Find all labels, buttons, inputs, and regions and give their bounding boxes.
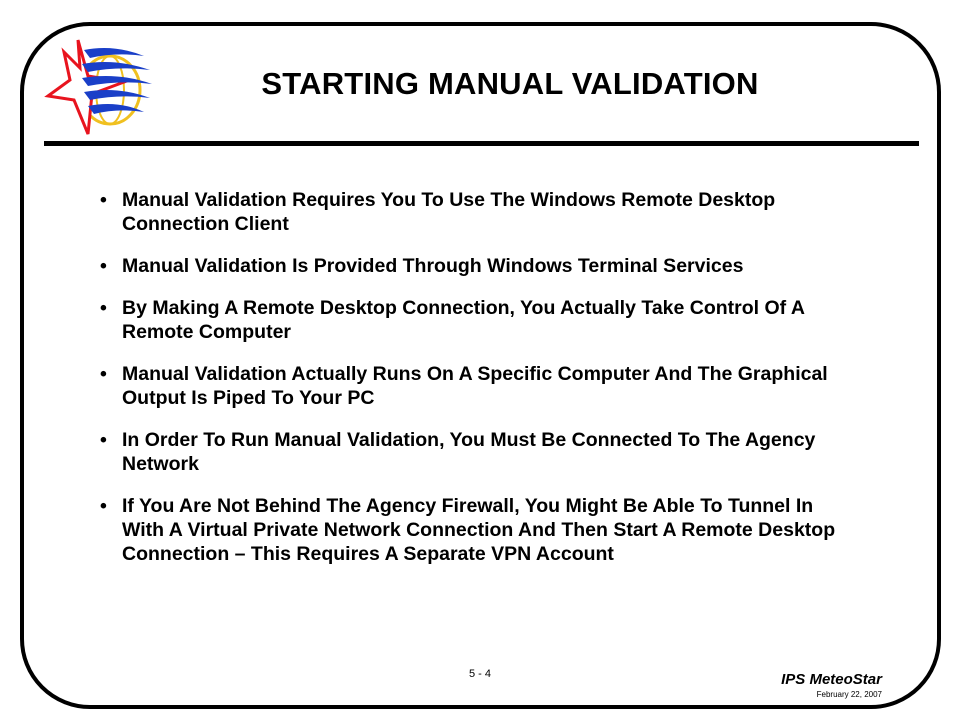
bullet-text: Manual Validation Actually Runs On A Specific Computer And The Graphical Output Is Piped To Your PC <box>122 363 828 409</box>
bullet-list <box>100 188 860 584</box>
bullet-marker: • <box>100 297 107 319</box>
bullet-item <box>100 494 860 566</box>
bullet-item <box>100 362 860 410</box>
slide-title: STARTING MANUAL VALIDATION <box>261 66 759 101</box>
bullet-marker: • <box>100 363 107 385</box>
bullet-marker: • <box>100 495 107 517</box>
page-number: 5 - 4 <box>468 668 491 680</box>
meteostar-logo-icon <box>44 36 160 140</box>
bullet-marker: • <box>100 429 107 451</box>
bullet-text: Manual Validation Is Provided Through Windows Terminal Services <box>122 255 744 277</box>
bullet-text: If You Are Not Behind The Agency Firewall, You Might Be Able To Tunnel In With A Virtual Private Network Connection And Then Start A Remote Desktop Connection – This Requires A Separate VPN Account <box>122 495 836 565</box>
bullet-item <box>100 296 860 344</box>
bullet-item <box>100 428 860 476</box>
bullet-text: Manual Validation Requires You To Use The Windows Remote Desktop Connection Client <box>122 189 776 235</box>
bullet-item <box>100 188 860 236</box>
bullet-item <box>100 254 860 278</box>
footer-brand: IPS MeteoStar <box>781 671 882 688</box>
footer-date: February 22, 2007 <box>816 690 882 699</box>
bullet-marker: • <box>100 189 107 211</box>
bullet-text: In Order To Run Manual Validation, You Must Be Connected To The Agency Network <box>122 429 816 475</box>
title-divider <box>44 141 919 146</box>
bullet-marker: • <box>100 255 107 277</box>
bullet-text: By Making A Remote Desktop Connection, You Actually Take Control Of A Remote Computer <box>122 297 805 343</box>
